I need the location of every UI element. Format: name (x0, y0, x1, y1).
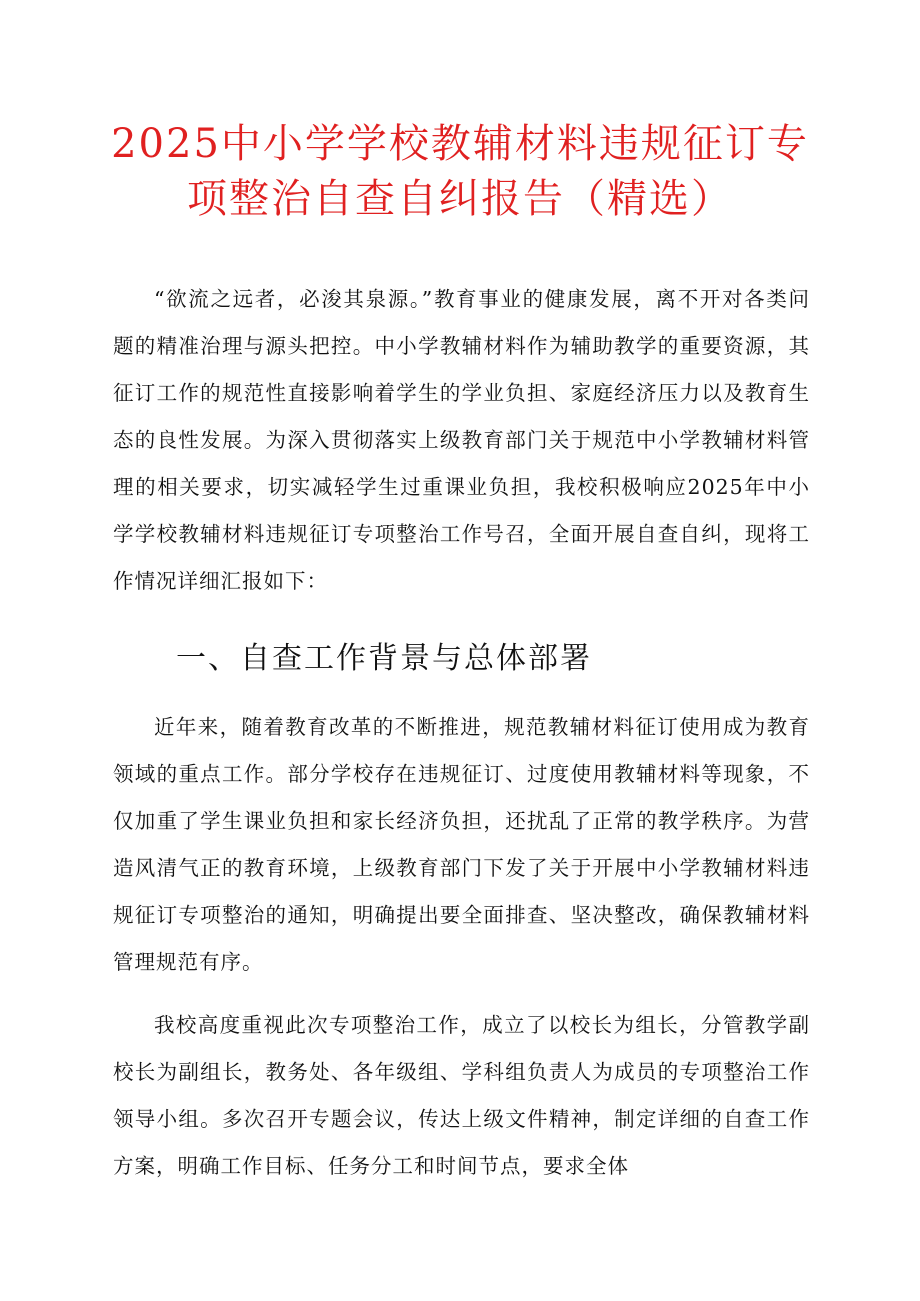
background-paragraph-block (113, 704, 810, 986)
section-heading: 一、自查工作背景与总体部署 (176, 641, 592, 676)
document-title-line1: 2025中小学学校教辅材料违规征订专 (111, 121, 809, 167)
document-title-line2: 项整治自查自纠报告（精选） (187, 176, 733, 222)
background-paragraph: 近年来，随着教育改革的不断推进，规范教辅材料征订使用成为教育领域的重点工作。部分学校存在违规征订、过度使用教辅材料等现象，不仅加重了学生课业负担和家长经济负担，还扰乱了正常的教学秩序。为营造风清气正的教育环境，上级教育部门下发了关于开展中小学教辅材料违规征订专项整治的通知，明确提出要全面排查、坚决整改，确保教辅材料管理规范有序。 (113, 715, 810, 974)
deployment-paragraph-block (113, 1002, 810, 1190)
intro-paragraph-block (113, 276, 810, 605)
deployment-paragraph: 我校高度重视此次专项整治工作，成立了以校长为组长，分管教学副校长为副组长，教务处、各年级组、学科组负责人为成员的专项整治工作领导小组。多次召开专题会议，传达上级文件精神，制定详细的自查工作方案，明确工作目标、任务分工和时间节点，要求全体 (113, 1013, 810, 1178)
intro-paragraph: “欲流之远者，必浚其泉源。”教育事业的健康发展，离不开对各类问题的精准治理与源头把控。中小学教辅材料作为辅助教学的重要资源，其征订工作的规范性直接影响着学生的学业负担、家庭经济压力以及教育生态的良性发展。为深入贯彻落实上级教育部门关于规范中小学教辅材料管理的相关要求，切实减轻学生过重课业负担，我校积极响应2025年中小学学校教辅材料违规征订专项整治工作号召，全面开展自查自纠，现将工作情况详细汇报如下： (113, 287, 810, 593)
